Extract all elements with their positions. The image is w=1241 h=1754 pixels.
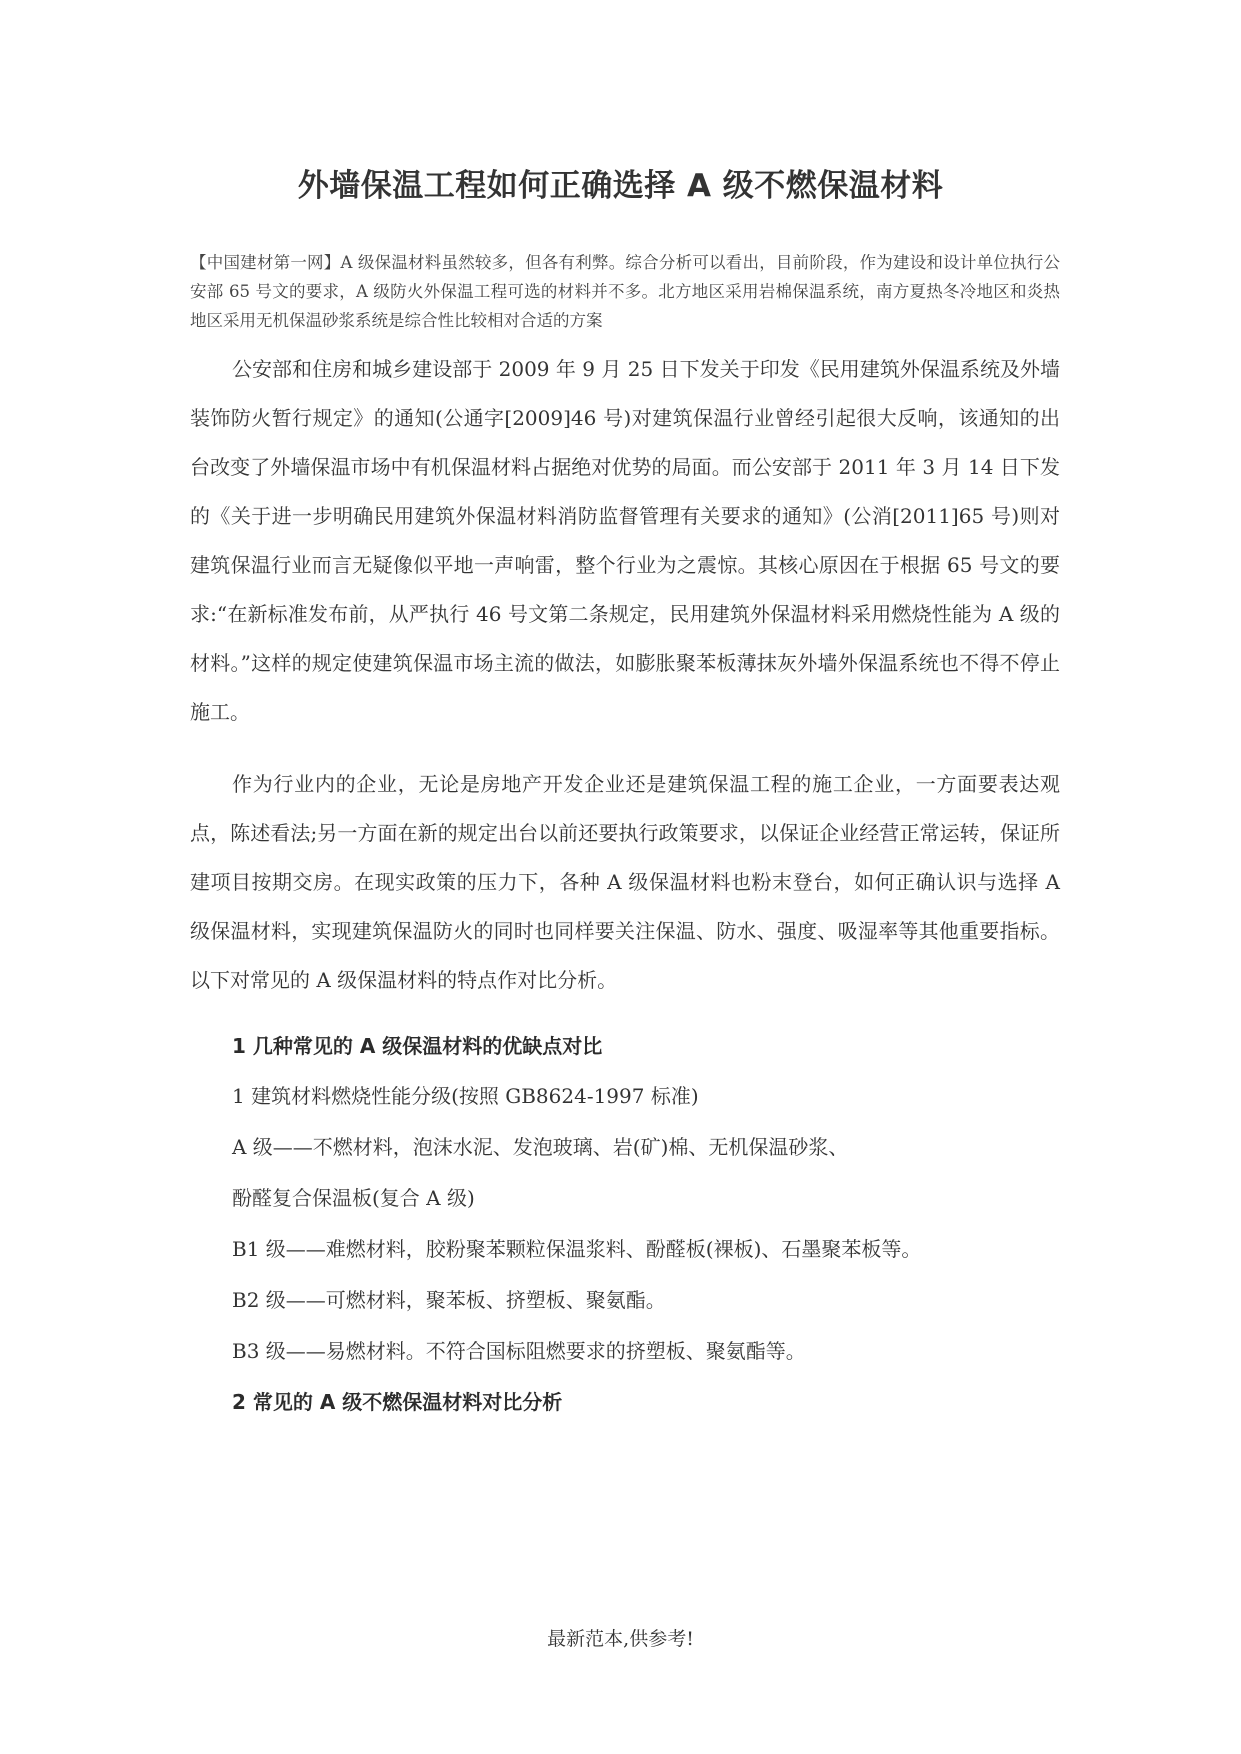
- section-heading-2: 2 常见的 A 级不燃保温材料对比分析: [232, 1390, 563, 1414]
- page-footer: 最新范本,供参考!: [547, 1628, 694, 1650]
- grade-a-line-2: 酚醛复合保温板(复合 A 级): [232, 1186, 475, 1210]
- abstract-paragraph: 【中国建材第一网】A 级保温材料虽然较多，但各有利弊。综合分析可以看出，目前阶段，作为建设和设计单位执行公安部 65 号文的要求，A 级防火外保温工程可选的材料并不多。北方地区采用岩棉保温系统，南方夏热冬冷地区和炎热地区采用无机保温砂浆系统是综合性比较相对合适的方案: [190, 253, 1060, 330]
- subsection-heading-1: 1 建筑材料燃烧性能分级(按照 GB8624-1997 标准): [232, 1084, 699, 1108]
- body-paragraph-1: 公安部和住房和城乡建设部于 2009 年 9 月 25 日下发关于印发《民用建筑外保温系统及外墙装饰防火暂行规定》的通知(公通字[2009]46 号)对建筑保温行业曾经引起很大反响，该通知的出台改变了外墙保温市场中有机保温材料占据绝对优势的局面。而公安部于 2011 年 3 月 14 日下发的《关于进一步明确民用建筑外保温材料消防监督管理有关要求的通知》(公消[2011]65 号)则对建筑保温行业而言无疑像似平地一声响雷，整个行业为之震惊。其核心原因在于根据 65 号文的要求:“在新标准发布前，从严执行 46 号文第二条规定，民用建筑外保温材料采用燃烧性能为 A 级的材料。”这样的规定使建筑保温市场主流的做法，如膨胀聚苯板薄抹灰外墙外保温系统也不得不停止施工。: [190, 357, 1060, 724]
- document-title: 外墙保温工程如何正确选择 A 级不燃保温材料: [297, 168, 944, 204]
- grade-b2-line: B2 级——可燃材料，聚苯板、挤塑板、聚氨酯。: [232, 1288, 666, 1312]
- section-heading-1: 1 几种常见的 A 级保温材料的优缺点对比: [232, 1034, 603, 1058]
- body-paragraph-2: 作为行业内的企业，无论是房地产开发企业还是建筑保温工程的施工企业，一方面要表达观点，陈述看法;另一方面在新的规定出台以前还要执行政策要求，以保证企业经营正常运转，保证所建项目按期交房。在现实政策的压力下，各种 A 级保温材料也粉末登台，如何正确认识与选择 A 级保温材料，实现建筑保温防火的同时也同样要关注保温、防水、强度、吸湿率等其他重要指标。以下对常见的 A 级保温材料的特点作对比分析。: [190, 772, 1060, 992]
- grade-b1-line: B1 级——难燃材料，胶粉聚苯颗粒保温浆料、酚醛板(裸板)、石墨聚苯板等。: [232, 1237, 922, 1261]
- grade-a-line-1: A 级——不燃材料，泡沫水泥、发泡玻璃、岩(矿)棉、无机保温砂浆、: [232, 1135, 849, 1159]
- grade-b3-line: B3 级——易燃材料。不符合国标阻燃要求的挤塑板、聚氨酯等。: [232, 1339, 806, 1363]
